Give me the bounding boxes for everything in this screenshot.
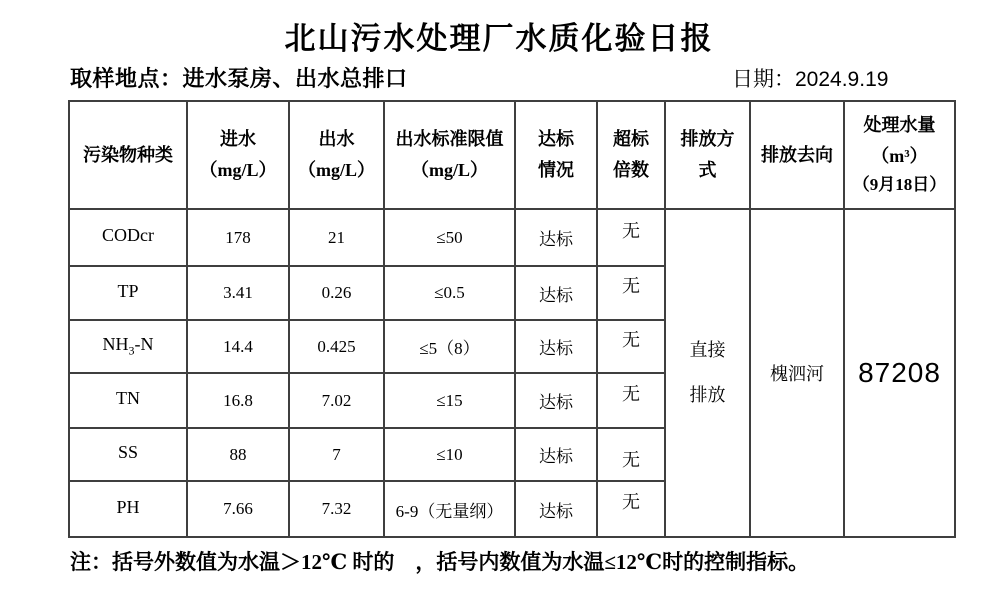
pollutant-name-part: NH (102, 334, 129, 355)
limit-value: ≤15 (384, 373, 515, 428)
header-line: 情况 (538, 160, 574, 180)
status-value: 达标 (515, 373, 597, 428)
header-limit (384, 101, 515, 209)
pollutant-name-part: PH (116, 496, 140, 517)
table-header (69, 101, 955, 209)
header-discharge-destination (750, 101, 844, 209)
header-exceedance (597, 101, 665, 209)
limit-value: ≤50 (384, 209, 515, 266)
outflow-value: 0.26 (289, 266, 384, 320)
status-value: 达标 (515, 320, 597, 373)
exceedance-value (597, 373, 665, 428)
header-line: 出水标准限值 (395, 129, 504, 150)
pollutant-name-part: SS (117, 442, 139, 463)
limit-value: ≤10 (384, 428, 515, 481)
discharge-method-cell (665, 209, 750, 537)
pollutant-name (69, 428, 187, 481)
page-title: 北山污水处理厂水质化验日报 (284, 21, 714, 56)
header-row (69, 101, 955, 209)
header-line: 污染物种类 (83, 144, 173, 165)
header-line: 进水 (220, 129, 256, 150)
water-quality-table (68, 100, 956, 538)
header-line: （mg/L） (199, 160, 277, 180)
inflow-value: 178 (187, 209, 289, 266)
header-line: （9月18日） (852, 175, 947, 195)
pollutant-name-part: TP (117, 280, 139, 301)
status-value: 达标 (515, 209, 597, 266)
exceedance-text: 无 (622, 329, 640, 350)
exceedance-value (597, 266, 665, 320)
header-status (515, 101, 597, 209)
pollutant-name-part: -N (134, 334, 154, 355)
header-line: （mg/L） (297, 160, 375, 180)
inflow-value: 3.41 (187, 266, 289, 320)
exceedance-text: 无 (622, 220, 640, 241)
exceedance-value (597, 481, 665, 537)
pollutant-name (69, 266, 187, 320)
pollutant-name (69, 481, 187, 537)
inflow-value: 7.66 (187, 481, 289, 537)
exceedance-value (597, 209, 665, 266)
limit-value: ≤5（8） (384, 320, 515, 373)
treated-volume-cell: 87208 (844, 209, 955, 537)
exceedance-value (597, 320, 665, 373)
header-line: （m³） (871, 145, 928, 166)
outflow-value: 21 (289, 209, 384, 266)
header-line: 超标 (613, 129, 649, 150)
exceedance-text: 无 (622, 492, 640, 512)
header-line: 出水 (318, 129, 355, 150)
sampling-location: 取样地点：进水泵房、出水总排口 (70, 66, 408, 91)
header-line: 处理水量 (863, 114, 936, 135)
pollutant-name-part: TN (116, 388, 140, 409)
outflow-value: 7.02 (289, 373, 384, 428)
status-value: 达标 (515, 428, 597, 481)
table-body (69, 209, 955, 537)
pollutant-name-part: CODcr (102, 225, 154, 246)
exceedance-value (597, 428, 665, 481)
limit-value: 6-9（无量纲） (384, 481, 515, 537)
header-inflow (187, 101, 289, 209)
exceedance-text: 无 (622, 449, 640, 470)
header-treated-volume (844, 101, 955, 209)
footnote: 注：括号外数值为水温＞12℃ 时的 ，括号内数值为水温≤12℃时的控制指标。 (70, 550, 810, 574)
header-line: 达标 (538, 129, 574, 150)
exceedance-text: 无 (622, 276, 640, 296)
outflow-value: 7 (289, 428, 384, 481)
discharge-destination-cell: 槐泗河 (750, 209, 844, 537)
table-row-codcr (69, 209, 955, 266)
discharge-method-line: 排放 (689, 385, 726, 405)
exceedance-text: 无 (622, 383, 640, 404)
pollutant-name (69, 373, 187, 428)
pollutant-name (69, 209, 187, 266)
outflow-value: 7.32 (289, 481, 384, 537)
header-pollutant (69, 101, 187, 209)
pollutant-name-subscript: 3 (128, 343, 135, 358)
pollutant-name (69, 320, 187, 373)
header-discharge-method (665, 101, 750, 209)
header-outflow (289, 101, 384, 209)
header-line: 排放方 (680, 129, 735, 150)
header-line: 排放去向 (761, 144, 833, 165)
limit-value: ≤0.5 (384, 266, 515, 320)
header-line: （mg/L） (410, 160, 488, 180)
status-value: 达标 (515, 481, 597, 537)
inflow-value: 14.4 (187, 320, 289, 373)
header-line: 式 (698, 160, 717, 180)
inflow-value: 16.8 (187, 373, 289, 428)
outflow-value: 0.425 (289, 320, 384, 373)
header-line: 倍数 (613, 160, 649, 180)
inflow-value: 88 (187, 428, 289, 481)
status-value: 达标 (515, 266, 597, 320)
report-date: 日期：2024.9.19 (732, 68, 889, 91)
discharge-method-line: 直接 (689, 340, 726, 360)
